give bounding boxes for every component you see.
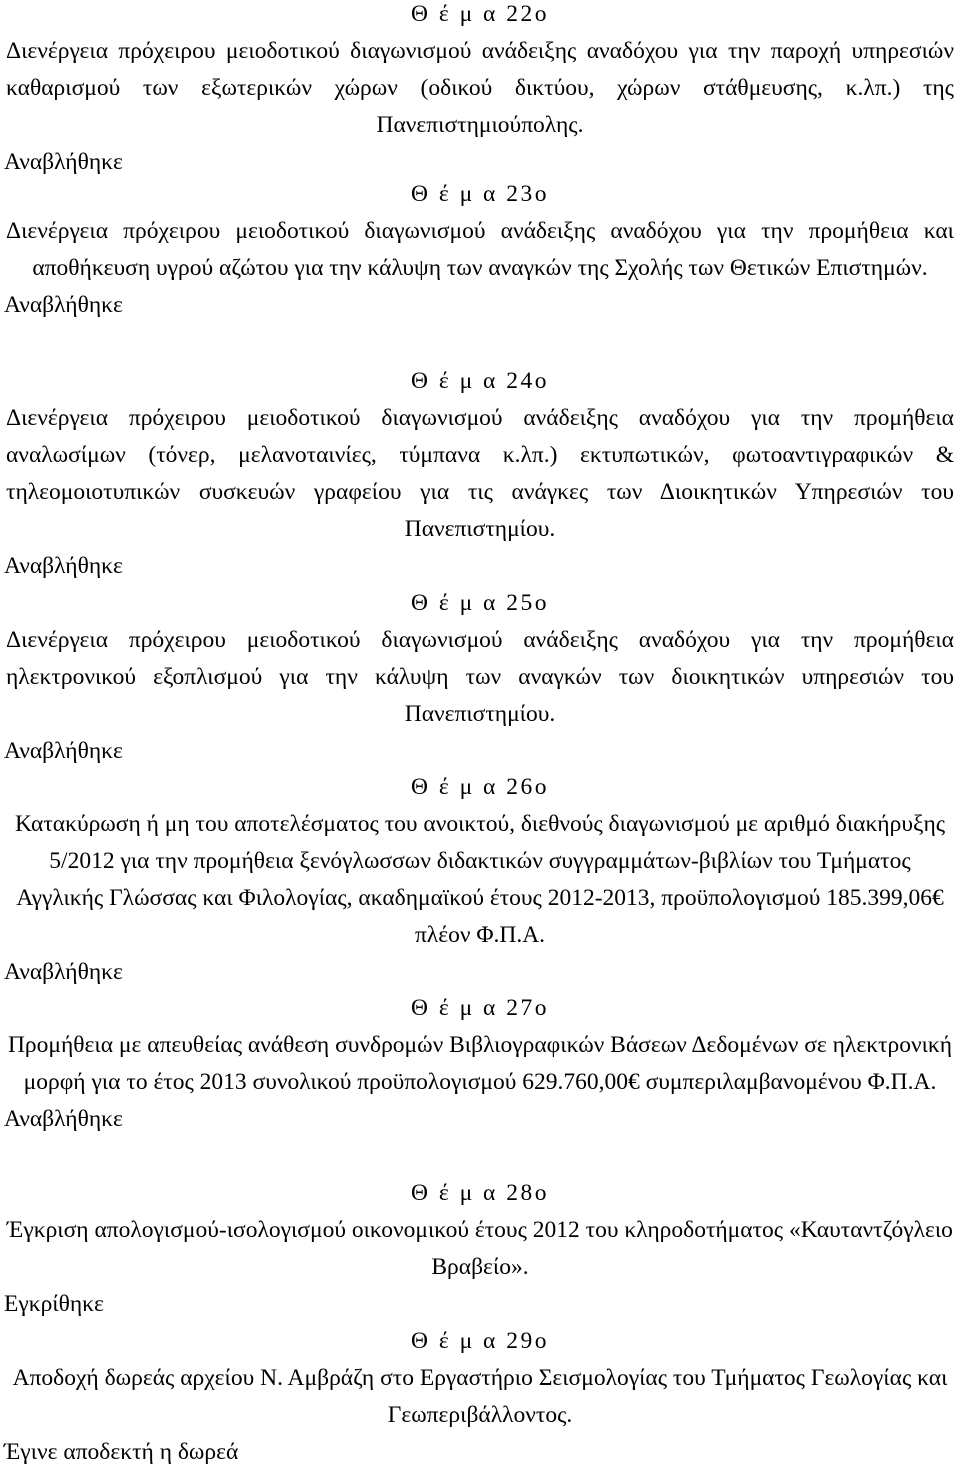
topic-27 xyxy=(0,990,960,1138)
topic-status: Αναβλήθηκε xyxy=(4,959,123,985)
topic-heading: Θ έ μ α 22ο xyxy=(410,1,549,27)
topic-status: Αναβλήθηκε xyxy=(4,1106,123,1132)
topic-heading: Θ έ μ α 23ο xyxy=(410,181,549,207)
topic-status: Αναβλήθηκε xyxy=(4,738,123,764)
topic-description: Διενέργεια πρόχειρου μειοδοτικού διαγωνισμού ανάδειξης αναδόχου για την προμήθεια αναλωσίμων (τόνερ, μελανοταινίες, τύμπανα κ.λπ.) εκτυπωτικών, φωτοαντιγραφικών & τηλεομοιοτυπικών συσκευών γραφείου για τις ανάγκες των Διοικητικών Υπηρεσιών του Πανεπιστημίου. xyxy=(6,405,954,542)
topic-heading: Θ έ μ α 26ο xyxy=(410,774,549,800)
topic-heading: Θ έ μ α 25ο xyxy=(410,590,549,616)
topic-description: Αποδοχή δωρεάς αρχείου Ν. Αμβράζη στο Εργαστήριο Σεισμολογίας του Τμήματος Γεωλογίας και Γεωπεριβάλλοντος. xyxy=(12,1365,948,1428)
topic-heading: Θ έ μ α 29ο xyxy=(410,1328,549,1354)
topic-heading: Θ έ μ α 27ο xyxy=(410,995,549,1021)
topic-28 xyxy=(0,1175,960,1323)
topic-description: Έγκριση απολογισμού-ισολογισμού οικονομικού έτους 2012 του κληροδοτήματος «Καυταντζόγλειο Βραβείο». xyxy=(7,1217,953,1280)
topic-description: Κατακύρωση ή μη του αποτελέσματος του ανοικτού, διεθνούς διαγωνισμού με αριθμό διακήρυξης 5/2012 για την προμήθεια ξενόγλωσσων διδακτικών συγγραμμάτων-βιβλίων του Τμήματος Αγγλικής Γλώσσας και Φιλολογίας, ακαδημαϊκού έτους 2012-2013, προϋπολογισμού 185.399,06€ πλέον Φ.Π.Α. xyxy=(14,811,946,948)
topic-description: Διενέργεια πρόχειρου μειοδοτικού διαγωνισμού ανάδειξης αναδόχου για την προμήθεια και αποθήκευση υγρού αζώτου για την κάλυψη των αναγκών της Σχολής των Θετικών Επιστημών. xyxy=(6,218,954,281)
topic-heading: Θ έ μ α 24ο xyxy=(410,368,549,394)
topic-23 xyxy=(0,176,960,324)
topic-26 xyxy=(0,769,960,991)
topic-25 xyxy=(0,585,960,770)
topic-22 xyxy=(0,0,960,181)
topic-description: Διενέργεια πρόχειρου μειοδοτικού διαγωνισμού ανάδειξης αναδόχου για την προμήθεια ηλεκτρονικού εξοπλισμού για την κάλυψη των αναγκών των διοικητικών υπηρεσιών του Πανεπιστημίου. xyxy=(6,627,954,727)
topic-heading: Θ έ μ α 28ο xyxy=(410,1180,549,1206)
topic-status: Αναβλήθηκε xyxy=(4,553,123,579)
topic-description: Προμήθεια με απευθείας ανάθεση συνδρομών Βιβλιογραφικών Βάσεων Δεδομένων σε ηλεκτρονική μορφή για το έτος 2013 συνολικού προϋπολογισμού 629.760,00€ συμπεριλαμβανομένου Φ.Π.Α. xyxy=(7,1032,953,1095)
topic-status: Έγινε αποδεκτή η δωρεά xyxy=(4,1439,239,1465)
topic-status: Αναβλήθηκε xyxy=(4,292,123,318)
topic-status: Εγκρίθηκε xyxy=(4,1291,104,1317)
topic-24 xyxy=(0,363,960,585)
topic-29 xyxy=(0,1323,960,1471)
topic-description: Διενέργεια πρόχειρου μειοδοτικού διαγωνισμού ανάδειξης αναδόχου για την παροχή υπηρεσιών καθαρισμού των εξωτερικών χώρων (οδικού δικτύου, χώρων στάθμευσης, κ.λπ.) της Πανεπιστημιούπολης. xyxy=(6,38,954,138)
topic-status: Αναβλήθηκε xyxy=(4,149,123,175)
